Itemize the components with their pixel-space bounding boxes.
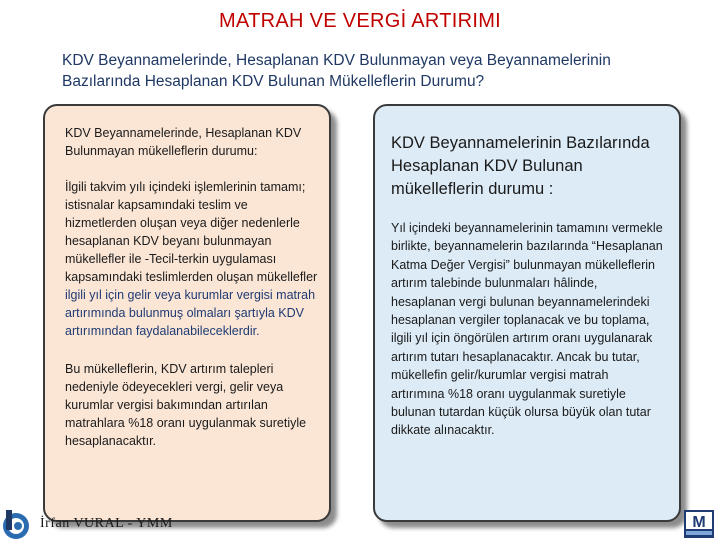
- right-box-body: Yıl içindeki beyannamelerinin tamamını vermekle birlikte, beyannamelerin bazılarında “Hesaplanan Katma Değer Vergisi” bulunmayan mükelleflerin artırım talebinde bulunmaları hâlinde, hesaplanan vergi bulunan beyannamelerindeki hesaplanan vergiler toplanacak ve bu toplama, ilgili yıl için öngörülen artırım oranı uygulanarak artırım tutarı hesaplanacaktır. Ancak bu tutar, mükellefin gelir/kurumlar vergisi matrah artırımına %18 oranı uygulanmak suretiyle bulunan tutardan küçük olursa büyük olan tutar dikkate alınacaktır.: [391, 221, 663, 438]
- left-info-box: [43, 104, 331, 522]
- slide-title: MATRAH VE VERGİ ARTIRIMI: [218, 10, 502, 32]
- left-box-paragraph-2: Bu mükelleflerin, KDV artırım talepleri nedeniyle ödeyecekleri vergi, gelir veya kurumlar vergisi bakımından artırılan matrahlara %18 oranı uygulanmak suretiyle hesaplanacaktır.: [65, 362, 307, 448]
- right-info-box: [373, 104, 681, 522]
- left-box-paragraph-1: [65, 178, 319, 340]
- left-box-paragraph-1-text: İlgili takvim yılı içindeki işlemlerinin tamamı; istisnalar kapsamındaki teslim ve hizmetlerden oluşan veya diğer nedenlerle hesaplanan KDV beyanı bulunmayan mükellefler ile -Tecil-terkin uygulaması kapsamındaki teslimlerden oluşan mükellefler: [65, 180, 318, 284]
- left-box-heading: KDV Beyannamelerinde, Hesaplanan KDV Bulunmayan mükelleflerin durumu:: [65, 126, 302, 158]
- right-logo-letter: M: [692, 514, 706, 531]
- footer-author: İrfan VURAL - YMM: [40, 516, 173, 531]
- right-logo-icon: [684, 510, 714, 538]
- right-box-heading: KDV Beyannamelerinin Bazılarında Hesaplanan KDV Bulunan mükelleflerin durumu :: [391, 134, 650, 198]
- slide-subtitle: KDV Beyannamelerinde, Hesaplanan KDV Bulunmayan veya Beyannamelerinin Bazılarında Hesaplanan KDV Bulunan Mükelleflerin Durumu?: [62, 52, 611, 90]
- left-logo-icon: [0, 508, 38, 540]
- left-box-paragraph-1-highlight: ilgili yıl için gelir veya kurumlar vergisi matrah artırımında bulunmuş olmaları şartıyla KDV artırımından faydalanabileceklerdir.: [65, 288, 316, 338]
